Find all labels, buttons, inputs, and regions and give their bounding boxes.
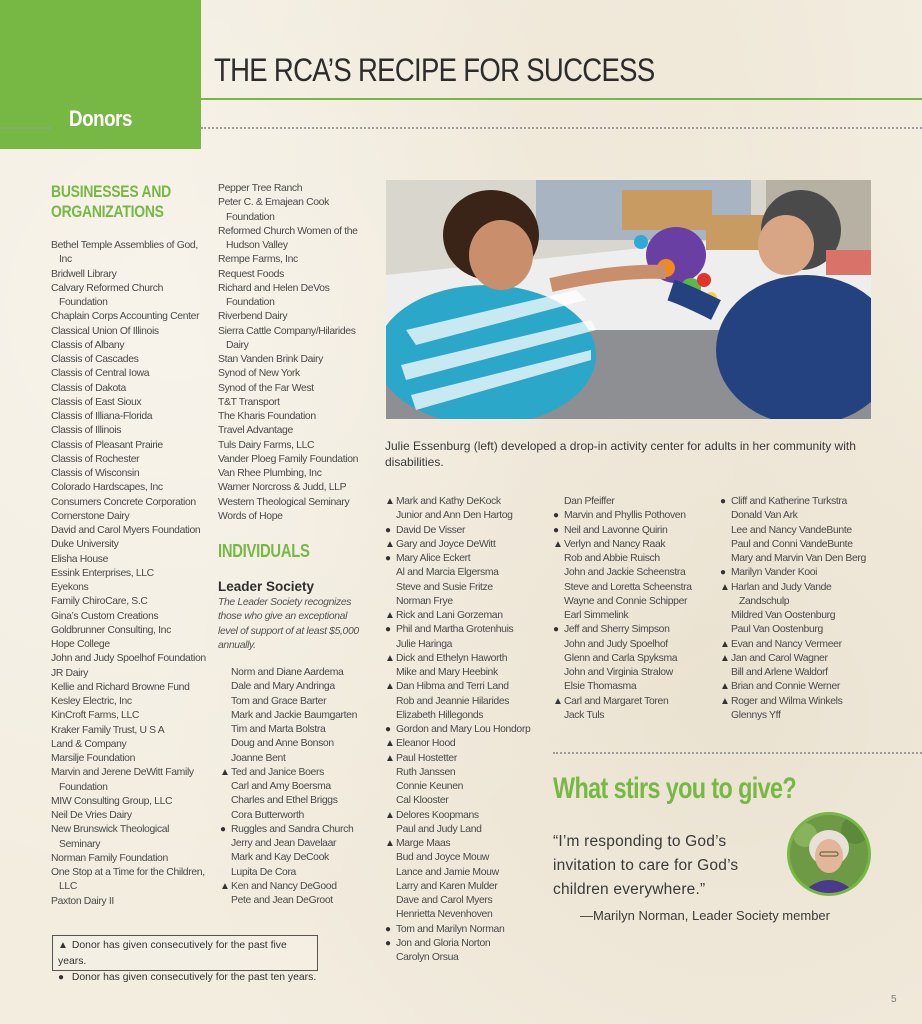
donor-name: Al and Marcia Elgersma: [396, 567, 499, 579]
list-item: [720, 524, 900, 538]
donor-name: Roger and Wilma Winkels: [731, 695, 843, 707]
list-item: Kraker Family Trust, U S A: [51, 724, 165, 736]
list-item: Bridwell Library: [51, 268, 117, 280]
donor-name: Steve and Loretta Scheenstra: [564, 581, 692, 593]
list-item: Classical Union Of Illinois: [51, 325, 159, 337]
list-item: Neil De Vries Dairy: [51, 810, 132, 821]
list-item: Stan Vanden Brink Dairy: [218, 354, 323, 365]
list-item: [385, 524, 560, 538]
donor-name: Bill and Arlene Waldorf: [731, 667, 828, 678]
list-item: [553, 680, 728, 694]
donor-quote: “I’m responding to God’s invitation to care for God’s children everywhere.”: [553, 833, 739, 898]
list-item: [385, 680, 560, 694]
list-item: [553, 652, 728, 666]
list-item: [553, 595, 728, 609]
donor-name: Ruth Janssen: [396, 766, 456, 778]
list-item: [720, 638, 900, 652]
list-item: Marvin and Jerene DeWitt Family: [51, 767, 194, 779]
donor-name: Carl and Margaret Toren: [564, 695, 669, 707]
list-item: [220, 666, 385, 680]
list-item: [220, 766, 385, 780]
list-item: Marsilje Foundation: [51, 753, 136, 764]
triangle-icon: ▲: [385, 809, 395, 821]
list-item: Riverbend Dairy: [218, 311, 288, 323]
list-item: Consumers Concrete Corporation: [51, 496, 196, 508]
donor-name: Cora Butterworth: [231, 809, 304, 821]
list-item: [385, 581, 560, 595]
donor-name: Dave and Carol Myers: [396, 895, 493, 906]
triangle-icon: ▲: [385, 681, 395, 693]
triangle-icon: ▲: [385, 752, 395, 764]
list-item: [220, 880, 385, 894]
list-item: Classis of Pleasant Prairie: [51, 439, 163, 451]
avatar-portrait: [790, 815, 868, 893]
list-item: Classis of Cascades: [51, 354, 139, 365]
list-item: [385, 894, 560, 908]
list-item: [720, 538, 900, 552]
list-item: [720, 595, 900, 609]
list-item: Land & Company: [51, 738, 127, 750]
legend-five-years: ▲ Donor has given consecutively for the past five years.: [58, 940, 287, 967]
list-item: KinCroft Farms, LLC: [51, 710, 140, 722]
list-item: Classis of Dakota: [51, 382, 126, 394]
photo-caption: Julie Essenburg (left) developed a drop-in activity center for adults in her community with disabilities.: [385, 439, 856, 469]
triangle-icon: ▲: [720, 695, 730, 707]
list-item: Classis of Illiana-Florida: [51, 411, 153, 422]
list-item: Calvary Reformed Church: [51, 282, 164, 294]
list-item: Foundation: [226, 211, 275, 223]
list-item: Cornerstone Dairy: [51, 510, 130, 522]
list-item: [220, 752, 385, 766]
donor-name: Marvin and Phyllis Pothoven: [564, 510, 686, 522]
donor-name: Cal Klooster: [396, 795, 449, 807]
donor-name: Charles and Ethel Briggs: [231, 795, 338, 807]
list-item: Foundation: [59, 297, 108, 308]
list-item: [385, 595, 560, 609]
donor-name: Mildred Van Oostenburg: [731, 610, 836, 621]
circle-icon: ●: [385, 937, 391, 949]
list-item: New Brunswick Theological: [51, 824, 170, 836]
donor-name: Paul Van Oostenburg: [731, 624, 823, 636]
leader-society-heading: Leader Society: [218, 579, 315, 594]
circle-icon: ●: [58, 972, 65, 983]
list-item: [220, 894, 385, 908]
triangle-icon: ▲: [220, 766, 230, 778]
list-item: [385, 538, 560, 552]
list-item: [720, 695, 900, 709]
list-item: [720, 509, 900, 523]
list-item: [385, 709, 560, 723]
list-item: Classis of Rochester: [51, 453, 140, 465]
list-item: Gina’s Custom Creations: [51, 610, 159, 622]
list-item: Hope College: [51, 639, 110, 650]
leader-list-col1: [220, 666, 385, 908]
list-item: Classis of Central Iowa: [51, 368, 150, 380]
donor-name: Gordon and Mary Lou Hondorp: [396, 724, 531, 735]
triangle-icon: ▲: [553, 538, 563, 550]
list-item: Words of Hope: [218, 510, 283, 522]
list-item: [385, 695, 560, 709]
list-item: [385, 951, 560, 965]
list-item: [553, 524, 728, 538]
list-item: [385, 552, 560, 566]
list-item: [720, 581, 900, 595]
donor-name: Junior and Ann Den Hartog: [396, 510, 513, 522]
list-item: [553, 509, 728, 523]
triangle-icon: ▲: [720, 681, 730, 693]
list-item: [385, 851, 560, 865]
what-stirs-heading: What stirs you to give?: [553, 772, 797, 805]
page-number: 5: [891, 994, 897, 1005]
list-item: [385, 780, 560, 794]
donor-name: Lupita De Cora: [231, 866, 296, 878]
donor-name: Dan Pfeiffer: [564, 496, 615, 507]
list-item: [385, 609, 560, 623]
list-item: [720, 666, 900, 680]
donor-name: Dick and Ethelyn Haworth: [396, 652, 508, 664]
circle-icon: ●: [720, 567, 726, 579]
list-item: [553, 666, 728, 680]
individuals-heading: INDIVIDUALS: [218, 541, 310, 561]
donor-name: Steve and Susie Fritze: [396, 581, 493, 593]
donor-name: Bud and Joyce Mouw: [396, 852, 490, 864]
donor-name: Eleanor Hood: [396, 738, 456, 750]
circle-icon: ●: [220, 823, 226, 835]
list-item: [220, 837, 385, 851]
list-item: [385, 880, 560, 894]
list-item: [385, 737, 560, 751]
list-item: [385, 752, 560, 766]
donor-name: Tim and Marta Bolstra: [231, 724, 326, 735]
triangle-icon: ▲: [385, 738, 395, 750]
list-item: Warner Norcross & Judd, LLP: [218, 482, 347, 494]
donor-name: Mary Alice Eckert: [396, 553, 471, 564]
list-item: [720, 652, 900, 666]
list-item: [720, 552, 900, 566]
donor-name: Mark and Jackie Baumgarten: [231, 709, 358, 721]
list-item: [385, 794, 560, 808]
list-item: Classis of Albany: [51, 339, 125, 351]
circle-icon: ●: [553, 624, 559, 636]
triangle-icon: ▲: [720, 652, 730, 664]
circle-icon: ●: [385, 624, 391, 636]
donor-name: Pete and Jean DeGroot: [231, 895, 333, 906]
list-item: [720, 609, 900, 623]
list-item: Seminary: [59, 838, 101, 850]
donor-name: Norman Frye: [396, 595, 453, 607]
donor-name: Mark and Kay DeCook: [231, 852, 329, 864]
donor-name: Brian and Connie Werner: [731, 681, 841, 693]
list-item: [385, 866, 560, 880]
quote-attribution: —Marilyn Norman, Leader Society member: [580, 908, 830, 923]
list-item: [720, 680, 900, 694]
donor-name: Cliff and Katherine Turkstra: [731, 496, 847, 507]
list-item: [220, 780, 385, 794]
triangle-icon: ▲: [720, 581, 730, 593]
donor-name: Glenn and Carla Spyksma: [564, 652, 678, 664]
list-item: Synod of New York: [218, 368, 300, 380]
list-item: Dairy: [226, 339, 249, 351]
triangle-icon: ▲: [720, 638, 730, 650]
list-item: Bethel Temple Assemblies of God,: [51, 240, 198, 251]
donor-name: Larry and Karen Mulder: [396, 880, 498, 892]
list-item: John and Judy Spoelhof Foundation: [51, 653, 206, 665]
donor-name: Rob and Abbie Ruisch: [564, 553, 660, 564]
avatar: [787, 812, 871, 896]
donor-name: Paul Hostetter: [396, 752, 457, 764]
donor-name: Phil and Martha Grotenhuis: [396, 624, 514, 636]
list-item: [385, 623, 560, 637]
list-item: Peter C. & Emajean Cook: [218, 197, 329, 209]
donor-name: David De Visser: [396, 524, 466, 536]
header-dotted-rule-left: [0, 127, 50, 129]
donor-name: Harlan and Judy Vande: [731, 581, 832, 593]
donor-name: Jack Tuls: [564, 709, 605, 721]
donor-name: Earl Simmelink: [564, 610, 629, 621]
list-item: Sierra Cattle Company/Hilarides: [218, 325, 356, 337]
list-item: The Kharis Foundation: [218, 411, 316, 422]
list-item: Chaplain Corps Accounting Center: [51, 311, 200, 323]
triangle-icon: ▲: [553, 695, 563, 707]
donor-name: Glennys Yff: [731, 709, 781, 721]
donor-name: Marilyn Vander Kooi: [731, 567, 818, 579]
list-item: [385, 823, 560, 837]
donor-name: Doug and Anne Bonson: [231, 738, 334, 750]
quote-dotted-rule: [553, 752, 922, 754]
list-item: [553, 623, 728, 637]
list-item: [720, 566, 900, 580]
businesses-list-col2: [218, 182, 383, 524]
list-item: Van Rhee Plumbing, Inc: [218, 468, 322, 479]
title-rule: [201, 98, 922, 100]
donor-name: Mike and Mary Heebink: [396, 667, 498, 678]
list-item: Inc: [59, 254, 72, 266]
list-item: Request Foods: [218, 268, 284, 280]
list-item: Eyekons: [51, 582, 89, 593]
triangle-icon: ▲: [385, 652, 395, 664]
list-item: [220, 695, 385, 709]
triangle-icon: ▲: [58, 940, 68, 951]
list-item: [385, 809, 560, 823]
list-item: [553, 495, 728, 509]
list-item: Kellie and Richard Browne Fund: [51, 681, 190, 693]
donor-name: Julie Haringa: [396, 638, 453, 650]
list-item: Paxton Dairy II: [51, 895, 114, 907]
list-item: Elisha House: [51, 553, 109, 565]
legend-box: [52, 935, 318, 983]
circle-icon: ●: [385, 923, 391, 935]
header-dotted-rule-right: [201, 127, 922, 129]
donor-name: Ted and Janice Boers: [231, 766, 324, 778]
donor-name: Delores Koopmans: [396, 809, 479, 821]
list-item: Family ChiroCare, S.C: [51, 596, 148, 608]
list-item: Travel Advantage: [218, 425, 293, 437]
donor-name: Elsie Thomasma: [564, 681, 637, 693]
page-title: THE RCA’S RECIPE FOR SUCCESS: [214, 52, 655, 88]
list-item: [553, 709, 728, 723]
donor-name: Gary and Joyce DeWitt: [396, 538, 496, 550]
list-item: T&T Transport: [218, 396, 280, 408]
donor-name: Tom and Grace Barter: [231, 695, 327, 707]
list-item: Richard and Helen DeVos: [218, 282, 330, 294]
donor-name: Norm and Diane Aardema: [231, 667, 344, 678]
list-item: Colorado Hardscapes, Inc: [51, 482, 163, 494]
list-item: Western Theological Seminary: [218, 496, 350, 508]
list-item: LLC: [59, 881, 78, 893]
list-item: [220, 737, 385, 751]
list-item: [220, 794, 385, 808]
list-item: Foundation: [226, 297, 275, 308]
list-item: [553, 609, 728, 623]
list-item: [385, 509, 560, 523]
donor-name: Jan and Carol Wagner: [731, 652, 828, 664]
donor-name: Paul and Conni VandeBunte: [731, 538, 853, 550]
donor-name: Dan Hibma and Terri Land: [396, 681, 509, 693]
donor-name: Paul and Judy Land: [396, 823, 482, 835]
list-item: [553, 581, 728, 595]
donor-name: Dale and Mary Andringa: [231, 681, 335, 693]
list-item: [385, 923, 560, 937]
leader-list-col3: [553, 495, 728, 723]
donor-name: Jeff and Sherry Simpson: [564, 624, 670, 636]
triangle-icon: ▲: [385, 838, 395, 849]
circle-icon: ●: [385, 524, 391, 536]
list-item: [220, 723, 385, 737]
list-item: [720, 623, 900, 637]
donor-name: Rick and Lani Gorzeman: [396, 610, 503, 621]
circle-icon: ●: [385, 553, 391, 564]
list-item: Vander Ploeg Family Foundation: [218, 453, 359, 465]
list-item: [553, 552, 728, 566]
donor-name: Neil and Lavonne Quirin: [564, 524, 668, 536]
list-item: Classis of Illinois: [51, 425, 122, 437]
donor-name: Marge Maas: [396, 838, 451, 849]
list-item: Kesley Electric, Inc: [51, 696, 132, 707]
list-item: Classis of Wisconsin: [51, 468, 140, 479]
leader-list-col4: [720, 495, 900, 723]
leader-society-description: The Leader Society recognizes those who give an exceptional level of support of at least $5,000 annually.: [218, 597, 359, 651]
list-item: One Stop at a Time for the Children,: [51, 867, 205, 878]
list-item: [553, 638, 728, 652]
list-item: MIW Consulting Group, LLC: [51, 795, 173, 807]
circle-icon: ●: [553, 524, 559, 536]
businesses-heading: BUSINESSES AND ORGANIZATIONS: [51, 182, 171, 221]
donor-name: Jerry and Jean Davelaar: [231, 838, 337, 849]
list-item: [220, 680, 385, 694]
donor-name: Evan and Nancy Vermeer: [731, 638, 842, 650]
leader-list-col2: [385, 495, 560, 965]
donor-name: Mark and Kathy DeKock: [396, 496, 501, 507]
list-item: [720, 495, 900, 509]
list-item: [553, 538, 728, 552]
triangle-icon: ▲: [385, 538, 395, 550]
donor-name: Verlyn and Nancy Raak: [564, 538, 666, 550]
list-item: [385, 937, 560, 951]
list-item: [220, 851, 385, 865]
circle-icon: ●: [553, 510, 559, 522]
donor-name: Tom and Marilyn Norman: [396, 923, 505, 935]
list-item: [385, 638, 560, 652]
list-item: Pepper Tree Ranch: [218, 183, 303, 194]
donor-name: Jon and Gloria Norton: [396, 937, 491, 949]
triangle-icon: ▲: [385, 496, 395, 507]
list-item: [385, 566, 560, 580]
donor-name: Connie Keunen: [396, 781, 464, 792]
donor-name: Mary and Marvin Van Den Berg: [731, 553, 866, 564]
activity-center-photo: [386, 180, 871, 419]
donor-name: Joanne Bent: [231, 752, 286, 764]
list-item: Essink Enterprises, LLC: [51, 567, 154, 579]
circle-icon: ●: [720, 496, 726, 507]
list-item: [553, 566, 728, 580]
donor-name: Zandschulp: [739, 595, 790, 607]
donor-name: John and Judy Spoelhof: [564, 638, 668, 650]
list-item: Rempe Farms, Inc: [218, 254, 298, 266]
donor-name: Ruggles and Sandra Church: [231, 823, 354, 835]
list-item: [385, 837, 560, 851]
donor-name: John and Virginia Stralow: [564, 667, 673, 678]
donor-name: Ken and Nancy DeGood: [231, 880, 337, 892]
list-item: Reformed Church Women of the: [218, 225, 358, 237]
list-item: [385, 723, 560, 737]
list-item: [385, 652, 560, 666]
list-item: [553, 695, 728, 709]
list-item: Hudson Valley: [226, 240, 288, 251]
donor-name: Wayne and Connie Schipper: [564, 595, 688, 607]
donor-name: Elizabeth Hillegonds: [396, 709, 484, 721]
list-item: [385, 495, 560, 509]
list-item: [220, 823, 385, 837]
donor-name: John and Jackie Scheenstra: [564, 567, 686, 579]
triangle-icon: ▲: [385, 610, 395, 621]
list-item: [385, 666, 560, 680]
photo-illustration: [386, 180, 871, 419]
list-item: [220, 809, 385, 823]
list-item: Tuls Dairy Farms, LLC: [218, 439, 315, 451]
businesses-list-col1: [51, 239, 216, 909]
list-item: [385, 908, 560, 922]
triangle-icon: ▲: [220, 880, 230, 892]
donor-name: Henrietta Nevenhoven: [396, 909, 493, 921]
list-item: [220, 866, 385, 880]
list-item: Classis of East Sioux: [51, 396, 142, 408]
donor-name: Donald Van Ark: [731, 510, 798, 522]
circle-icon: ●: [385, 724, 391, 735]
legend-ten-years: ● Donor has given consecutively for the past ten years.: [58, 970, 317, 986]
donor-name: Rob and Jeannie Hilarides: [396, 695, 510, 707]
donor-name: Carolyn Orsua: [396, 952, 459, 963]
donor-name: Carl and Amy Boersma: [231, 781, 331, 792]
list-item: [220, 709, 385, 723]
list-item: Foundation: [59, 781, 108, 793]
list-item: Duke University: [51, 539, 119, 551]
list-item: [385, 766, 560, 780]
list-item: Goldbrunner Consulting, Inc: [51, 624, 171, 636]
list-item: Norman Family Foundation: [51, 852, 168, 864]
list-item: David and Carol Myers Foundation: [51, 525, 201, 536]
donors-label: Donors: [69, 106, 132, 131]
list-item: JR Dairy: [51, 667, 89, 679]
list-item: [720, 709, 900, 723]
donor-name: Lee and Nancy VandeBunte: [731, 524, 852, 536]
list-item: Synod of the Far West: [218, 382, 314, 394]
donor-name: Lance and Jamie Mouw: [396, 866, 499, 878]
